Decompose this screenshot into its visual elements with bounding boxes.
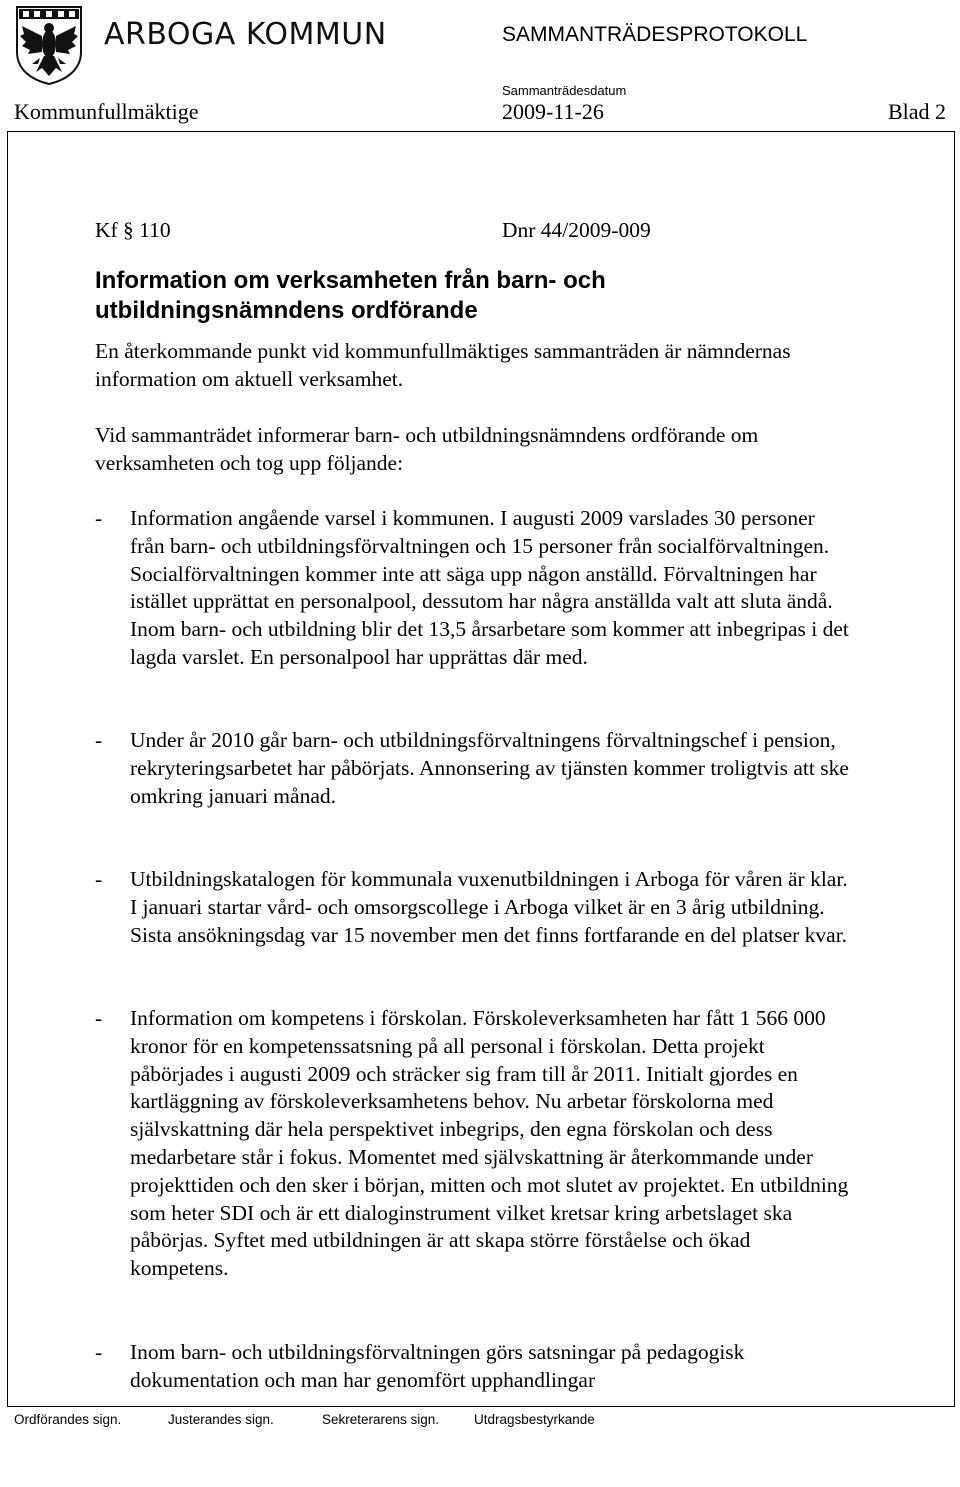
- diary-number: Dnr 44/2009-009: [502, 218, 651, 242]
- footer-divider: [7, 1406, 955, 1407]
- bullet-marker: -: [95, 867, 103, 891]
- paragraph-number: Kf § 110: [95, 218, 171, 242]
- adjuster-signature-label: Justerandes sign.: [168, 1412, 274, 1427]
- list-item-text: Information om kompetens i förskolan. Förskoleverksamheten har fått 1 566 000 kronor för en kompetenssatsning på all personal i förskolan. Detta projekt påbörjades i augusti 2009 och sträcker sig fram till år 2011. Initialt gjordes en kartläggning av förskoleverksamhetens behov. Nu arbetar förskolorna med självskattning där hela perspektivet inbegrips, den egna förskolan och dess medarbetare står i fokus. Momentet med självskattning är återkommande under projekttiden och den sker i början, mitten och mot slutet av projektet. En utbildning som heter SDI och är ett dialoginstrument vilket kretsar kring arbetslaget ska påbörjas. Syftet med utbildningen är att skapa större förståelse och ökad kompetens.: [130, 1006, 849, 1281]
- item-title: Information om verksamheten från barn- och utbildningsnämndens ordförande: [95, 267, 606, 324]
- list-item-text: Utbildningskatalogen för kommunala vuxenutbildningen i Arboga för våren är klar. I januari startar vård- och omsorgscollege i Arboga vilket är en 3 årig utbildning. Sista ansökningsdag var 15 november men det finns fortfarande en del platser kvar.: [130, 867, 848, 947]
- bullet-marker: -: [95, 1006, 103, 1030]
- list-item-text: Inom barn- och utbildningsförvaltningen görs satsningar på pedagogisk dokumentation och man har genomfört upphandlingar: [130, 1340, 745, 1392]
- list-item-text: Under år 2010 går barn- och utbildningsförvaltningens förvaltningschef i pension, rekryteringsarbetet har påbörjats. Annonsering av tjänsten kommer troligtvis att ske omkring januari månad.: [130, 728, 849, 808]
- extract-certified-label: Utdragsbestyrkande: [474, 1412, 595, 1427]
- arboga-coat-of-arms-logo: [14, 4, 84, 86]
- list-item-text: Information angående varsel i kommunen. I augusti 2009 varslades 30 personer från barn- och utbildningsförvaltningen och 15 personer från socialförvaltningen. Socialförvaltningen kommer inte att säga upp någon anställd. Förvaltningen har istället upprättat en personalpool, dessutom har några anställda valt att sluta ändå. Inom barn- och utbildning blir det 13,5 årsarbetare som kommer att inbegripas i det lagda varslet. En personalpool har upprättas där med.: [130, 506, 849, 669]
- chair-signature-label: Ordförandes sign.: [14, 1412, 122, 1427]
- bullet-marker: -: [95, 728, 103, 752]
- secretary-signature-label: Sekreterarens sign.: [322, 1412, 440, 1427]
- document-type: SAMMANTRÄDESPROTOKOLL: [502, 23, 808, 46]
- brand-name: ARBOGA KOMMUN: [104, 17, 387, 52]
- lead-paragraph: Vid sammanträdet informerar barn- och utbildningsnämndens ordförande om verksamheten och tog upp följande:: [95, 423, 759, 475]
- meeting-date: 2009-11-26: [502, 99, 604, 124]
- meeting-date-label: Sammanträdesdatum: [502, 83, 627, 98]
- page-number: Blad 2: [887, 99, 946, 124]
- intro-paragraph: En återkommande punkt vid kommunfullmäktiges sammanträden är nämndernas information om aktuell verksamhet.: [95, 339, 791, 391]
- bullet-marker: -: [95, 1340, 103, 1364]
- bullet-marker: -: [95, 506, 103, 530]
- organ-name: Kommunfullmäktige: [14, 99, 199, 124]
